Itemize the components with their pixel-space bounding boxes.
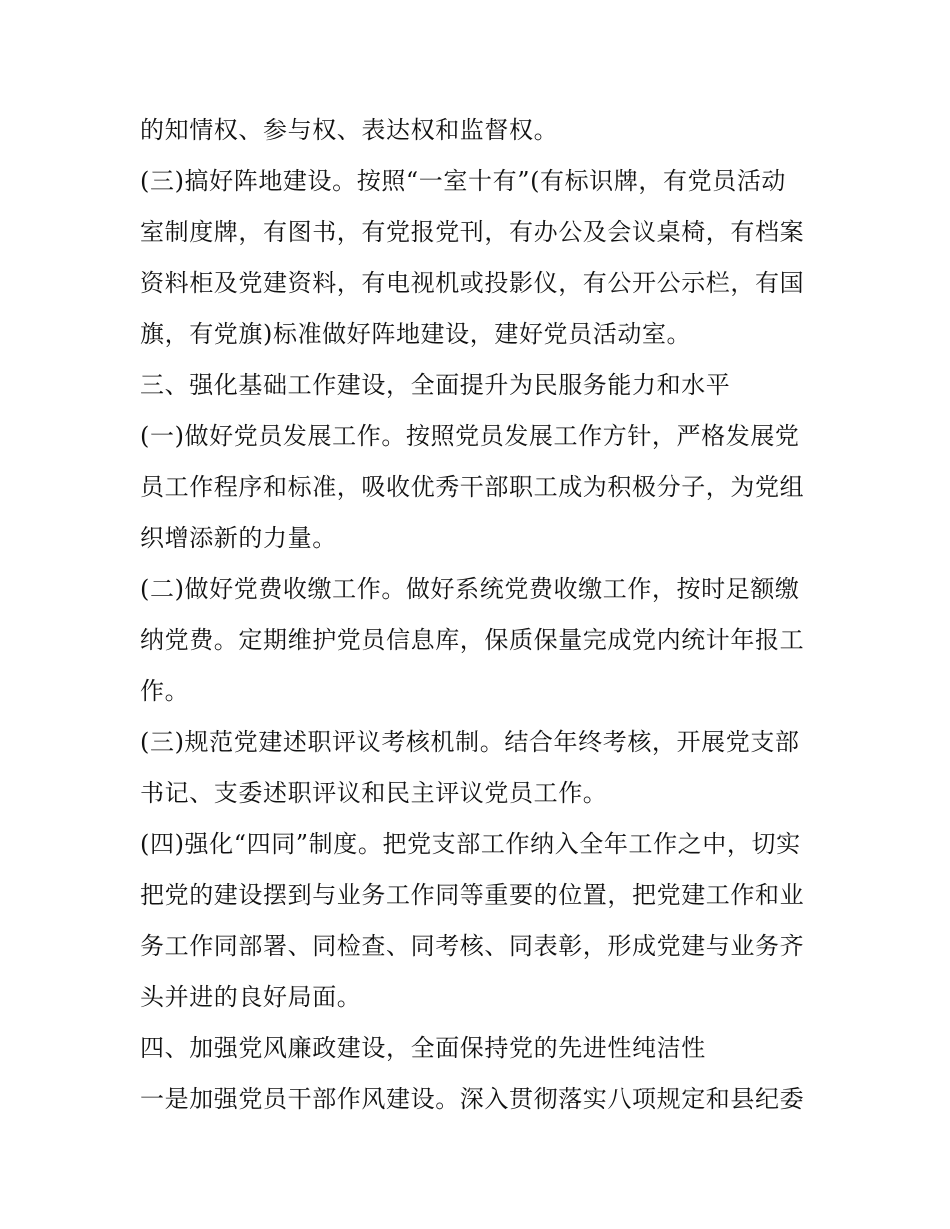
text-line: 把党的建设摆到与业务工作同等重要的位置，把党建工作和业 <box>140 881 805 909</box>
text-line: 织增添新的力量。 <box>140 524 337 552</box>
text-line: (二)做好党费收缴工作。做好系统党费收缴工作，按时足额缴 <box>140 575 800 603</box>
text-line: (三)搞好阵地建设。按照“一室十有”(有标识牌，有党员活动 <box>140 167 787 195</box>
section-heading: 三、强化基础工作建设，全面提升为民服务能力和水平 <box>140 371 731 399</box>
text-line: 的知情权、参与权、表达权和监督权。 <box>140 116 559 144</box>
text-line: 资料柜及党建资料，有电视机或投影仪，有公开公示栏，有国 <box>140 269 805 297</box>
text-line: 旗，有党旗)标准做好阵地建设，建好党员活动室。 <box>140 320 692 348</box>
text-line: 务工作同部署、同检查、同考核、同表彰，形成党建与业务齐 <box>140 932 805 960</box>
text-line: (四)强化“四同”制度。把党支部工作纳入全年工作之中，切实 <box>140 830 801 858</box>
text-line: 书记、支委述职评议和民主评议党员工作。 <box>140 779 608 807</box>
text-line: 头并进的良好局面。 <box>140 983 362 1011</box>
section-heading: 四、加强党风廉政建设，全面保持党的先进性纯洁性 <box>140 1034 706 1062</box>
text-line: 室制度牌，有图书，有党报党刊，有办公及会议桌椅，有档案 <box>140 218 805 246</box>
text-line: 员工作程序和标准，吸收优秀干部职工成为积极分子，为党组 <box>140 473 805 501</box>
text-line: 一是加强党员干部作风建设。深入贯彻落实八项规定和县纪委 <box>140 1085 805 1113</box>
text-line: (一)做好党员发展工作。按照党员发展工作方针，严格发展党 <box>140 422 800 450</box>
text-line: 作。 <box>140 677 190 705</box>
text-line: (三)规范党建述职评议考核机制。结合年终考核，开展党支部 <box>140 728 800 756</box>
body-text <box>140 105 820 1125</box>
text-line: 纳党费。定期维护党员信息库，保质保量完成党内统计年报工 <box>140 626 805 654</box>
